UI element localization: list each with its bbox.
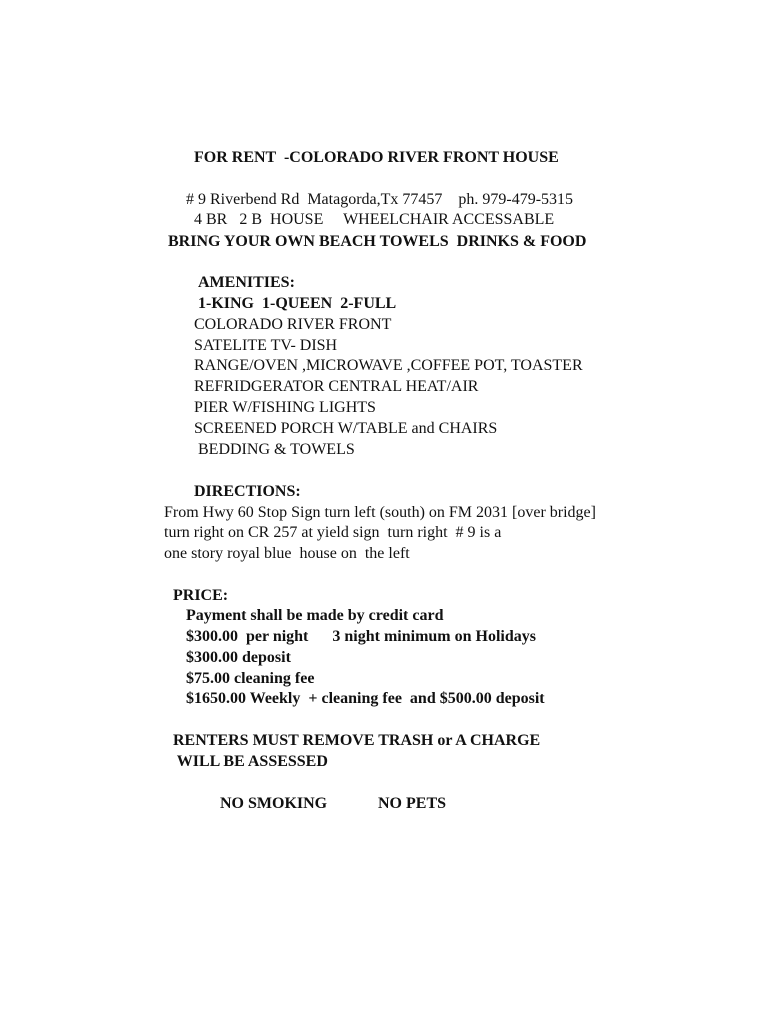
price-line: $300.00 deposit — [186, 649, 291, 666]
trash-notice-line: WILL BE ASSESSED — [173, 753, 328, 770]
price-heading: PRICE: — [173, 587, 229, 604]
directions-line: From Hwy 60 Stop Sign turn left (south) on FM 2031 [over bridge] — [164, 504, 596, 521]
directions-line: one story royal blue house on the left — [164, 545, 410, 562]
no-pets-rule: NO PETS — [378, 795, 447, 812]
amenity-item: COLORADO RIVER FRONT — [194, 316, 392, 333]
amenity-item: SCREENED PORCH W/TABLE and CHAIRS — [194, 420, 498, 437]
amenities-heading: AMENITIES: — [198, 274, 295, 291]
page-title: FOR RENT -COLORADO RIVER FRONT HOUSE — [194, 149, 559, 166]
directions-line: turn right on CR 257 at yield sign turn right # 9 is a — [164, 524, 502, 541]
price-line: $1650.00 Weekly + cleaning fee and $500.00 deposit — [186, 690, 545, 707]
rooms-line: 4 BR 2 B HOUSE WHEELCHAIR ACCESSABLE — [194, 211, 555, 228]
price-line: $75.00 cleaning fee — [186, 670, 315, 687]
price-line: $300.00 per night 3 night minimum on Holidays — [186, 628, 536, 645]
amenity-item: PIER W/FISHING LIGHTS — [194, 399, 376, 416]
address-phone-line: # 9 Riverbend Rd Matagorda,Tx 77457 ph. 979-479-5315 — [186, 191, 574, 208]
no-smoking-rule: NO SMOKING — [220, 795, 328, 812]
bring-notice: BRING YOUR OWN BEACH TOWELS DRINKS & FOOD — [168, 233, 587, 250]
trash-notice-line: RENTERS MUST REMOVE TRASH or A CHARGE — [173, 732, 541, 749]
amenity-item: REFRIDGERATOR CENTRAL HEAT/AIR — [194, 378, 479, 395]
amenity-item: BEDDING & TOWELS — [194, 441, 355, 458]
beds-line: 1-KING 1-QUEEN 2-FULL — [198, 295, 397, 312]
directions-heading: DIRECTIONS: — [194, 483, 301, 500]
amenity-item: RANGE/OVEN ,MICROWAVE ,COFFEE POT, TOASTER — [194, 357, 583, 374]
amenity-item: SATELITE TV- DISH — [194, 337, 338, 354]
price-line: Payment shall be made by credit card — [186, 607, 444, 624]
